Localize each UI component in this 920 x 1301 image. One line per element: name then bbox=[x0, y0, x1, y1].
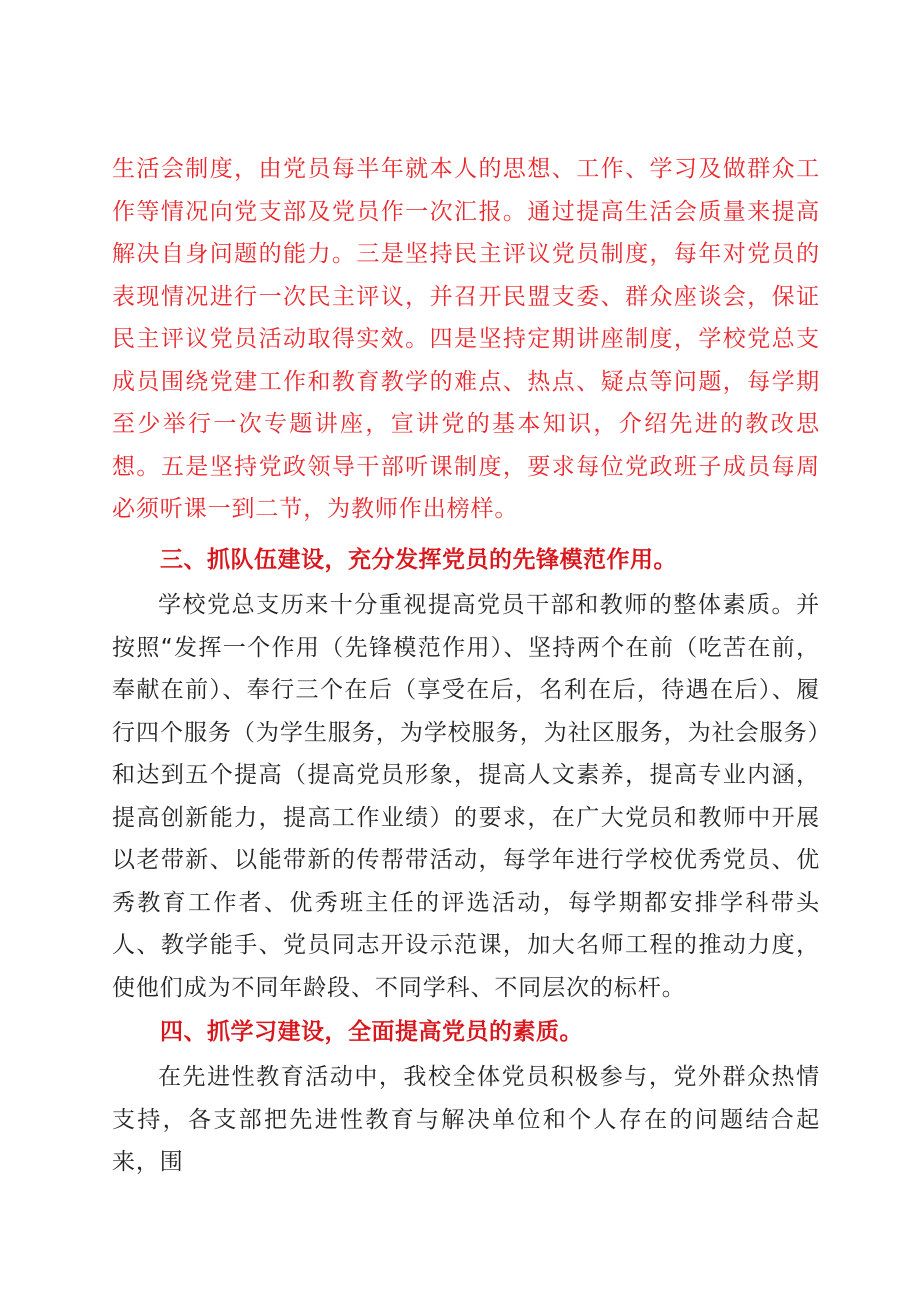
section-3-heading: 三、抓队伍建设，充分发挥党员的先锋模范作用。 bbox=[160, 547, 677, 573]
section-4-paragraph: 在先进性教育活动中，我校全体党员积极参与，党外群众热情支持，各支部把先进性教育与解决单位和个人存在的问题结合起来，围 bbox=[112, 1064, 820, 1175]
section-4-heading: 四、抓学习建设，全面提高党员的素质。 bbox=[160, 1019, 583, 1045]
red-paragraph: 生活会制度，由党员每半年就本人的思想、工作、学习及做群众工作等情况向党支部及党员作一次汇报。通过提高生活会质量来提高解决自身问题的能力。三是坚持民主评议党员制度，每年对党员的表现情况进行一次民主评议，并召开民盟支委、群众座谈会，保证民主评议党员活动取得实效。四是坚持定期讲座制度，学校党总支成员围绕党建工作和教育教学的难点、热点、疑点等问题，每学期至少举行一次专题讲座，宣讲党的基本知识，介绍先进的教改思想。五是坚持党政领导干部听课制度，要求每位党政班子成员每周必须听课一到二节，为教师作出榜样。 bbox=[112, 156, 820, 522]
section-3-paragraph: 学校党总支历来十分重视提高党员干部和教师的整体素质。并按照“发挥一个作用（先锋模范作用）、坚持两个在前（吃苦在前，奉献在前）、奉行三个在后（享受在后，名利在后，待遇在后）、履行四个服务（为学生服务，为学校服务，为社区服务，为社会服务）和达到五个提高（提高党员形象，提高人文素养，提高专业内涵，提高创新能力，提高工作业绩）的要求，在广大党员和教师中开展以老带新、以能带新的传帮带活动，每学年进行学校优秀党员、优秀教育工作者、优秀班主任的评选活动，每学期都安排学科带头人、教学能手、党员同志开设示范课，加大名师工程的推动力度，使他们成为不同年龄段、不同学科、不同层次的标杆。 bbox=[112, 592, 820, 1001]
